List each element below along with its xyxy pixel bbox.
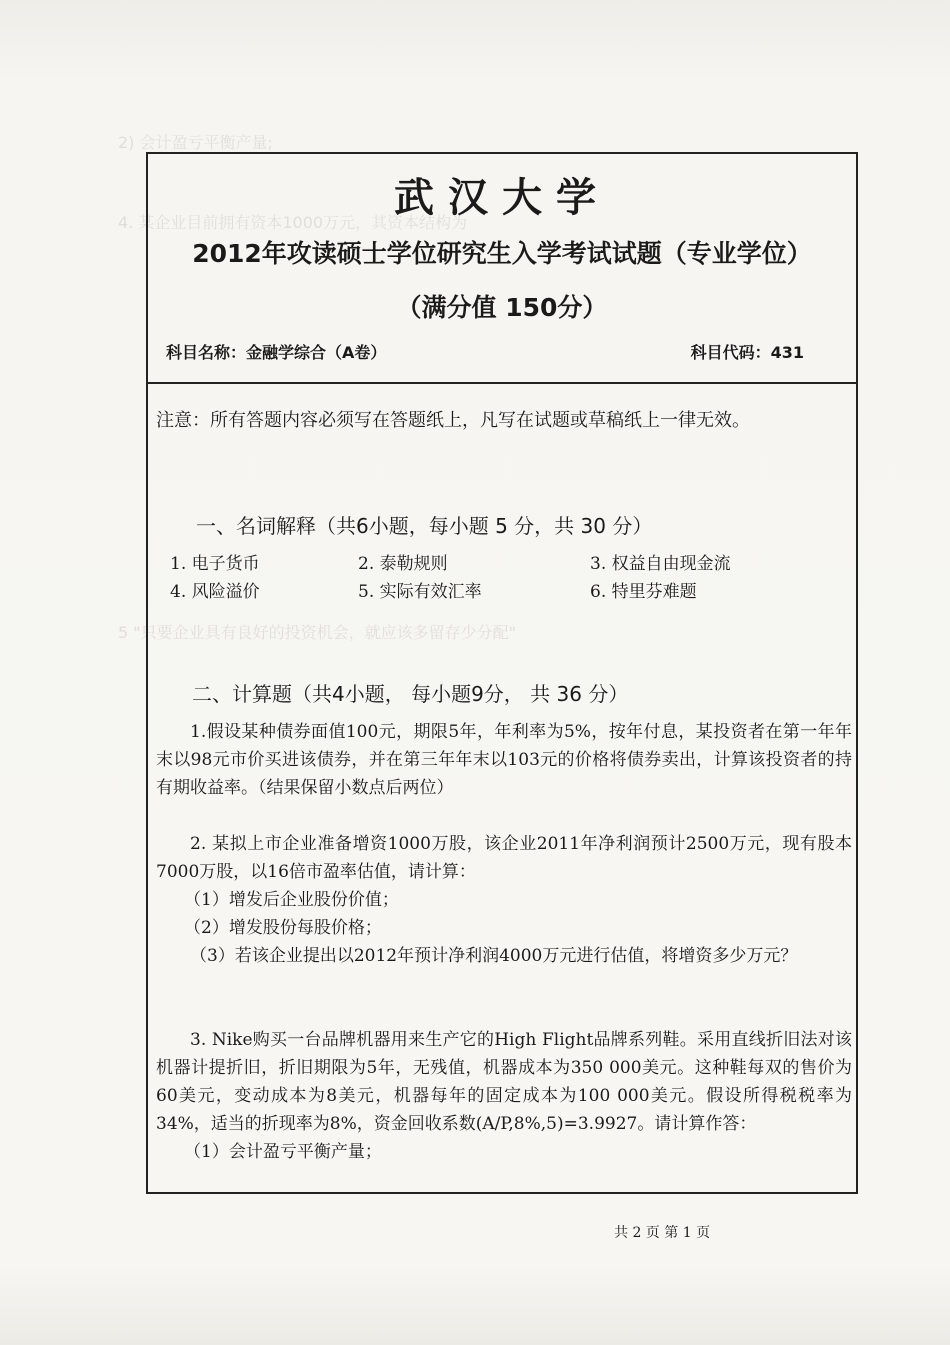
term-item: 3. 权益自由现金流 [590, 554, 731, 574]
question-3 [156, 1026, 852, 1166]
subject-info-row [166, 340, 804, 363]
full-score: （满分值 150分） [396, 293, 608, 322]
question-2-intro: 2. 某拟上市企业准备增资1000万股，该企业2011年净利润预计2500万元，现有股本7000万股，以16倍市盈率估值，请计算： [156, 834, 852, 882]
page-footer: 共 2 页 第 1 页 [614, 1225, 711, 1241]
header-divider [148, 382, 856, 384]
university-name: 武汉大学 [394, 175, 610, 221]
section-1-title: 一、名词解释（共6小题，每小题 5 分，共 30 分） [196, 514, 653, 538]
question-1 [156, 718, 852, 802]
terms-list [170, 552, 810, 604]
exam-frame [146, 152, 858, 1194]
question-2-part-1: （1）增发后企业股份价值； [184, 890, 399, 910]
question-3-part-1: （1）会计盈亏平衡产量； [184, 1142, 382, 1162]
bleed-through-text: 2) 会计盈亏平衡产量; [118, 133, 273, 152]
bleed-through-text: 4. 某企业目前拥有资本1000万元，其资本结构为 [118, 213, 468, 232]
section-2-title: 二、计算题（共4小题， 每小题9分， 共 36 分） [192, 682, 629, 706]
term-item: 1. 电子货币 [170, 554, 260, 574]
term-item: 4. 风险溢价 [170, 582, 260, 602]
subject-name: 科目名称：金融学综合（A卷） [166, 343, 387, 362]
question-2 [156, 830, 852, 970]
exam-notice: 注意：所有答题内容必须写在答题纸上，凡写在试题或草稿纸上一律无效。 [156, 410, 750, 431]
term-item: 6. 特里芬难题 [590, 582, 697, 602]
question-1-text: 1.假设某种债券面值100元，期限5年，年利率为5%，按年付息，某投资者在第一年年末以98元市价买进该债券，并在第三年年末以103元的价格将债券卖出，计算该投资者的持有期收益率。（结果保留小数点后两位） [156, 722, 852, 798]
question-2-part-3: （3）若该企业提出以2012年预计净利润4000万元进行估值，将增资多少万元？ [190, 946, 798, 966]
subject-code: 科目代码：431 [690, 343, 804, 362]
term-item: 5. 实际有效汇率 [358, 582, 482, 602]
term-item: 2. 泰勒规则 [358, 554, 448, 574]
question-2-part-2: （2）增发股份每股价格； [184, 918, 382, 938]
question-3-intro: 3. Nike购买一台品牌机器用来生产它的High Flight品牌系列鞋。采用直线折旧法对该机器计提折旧，折旧期限为5年，无残值，机器成本为350 000美元。这种鞋每双的售价为60美元，变动成本为8美元，机器每年的固定成本为100 000美元。假设所得税税率为34%，适当的折现率为8%，资金回收系数(A/P,8%,5)=3.9927。请计算作答： [156, 1030, 852, 1134]
exam-title: 2012年攻读硕士学位研究生入学考试试题（专业学位） [192, 239, 812, 268]
bleed-through-text: 5 "只要企业具有良好的投资机会，就应该多留存少分配" [118, 623, 516, 642]
